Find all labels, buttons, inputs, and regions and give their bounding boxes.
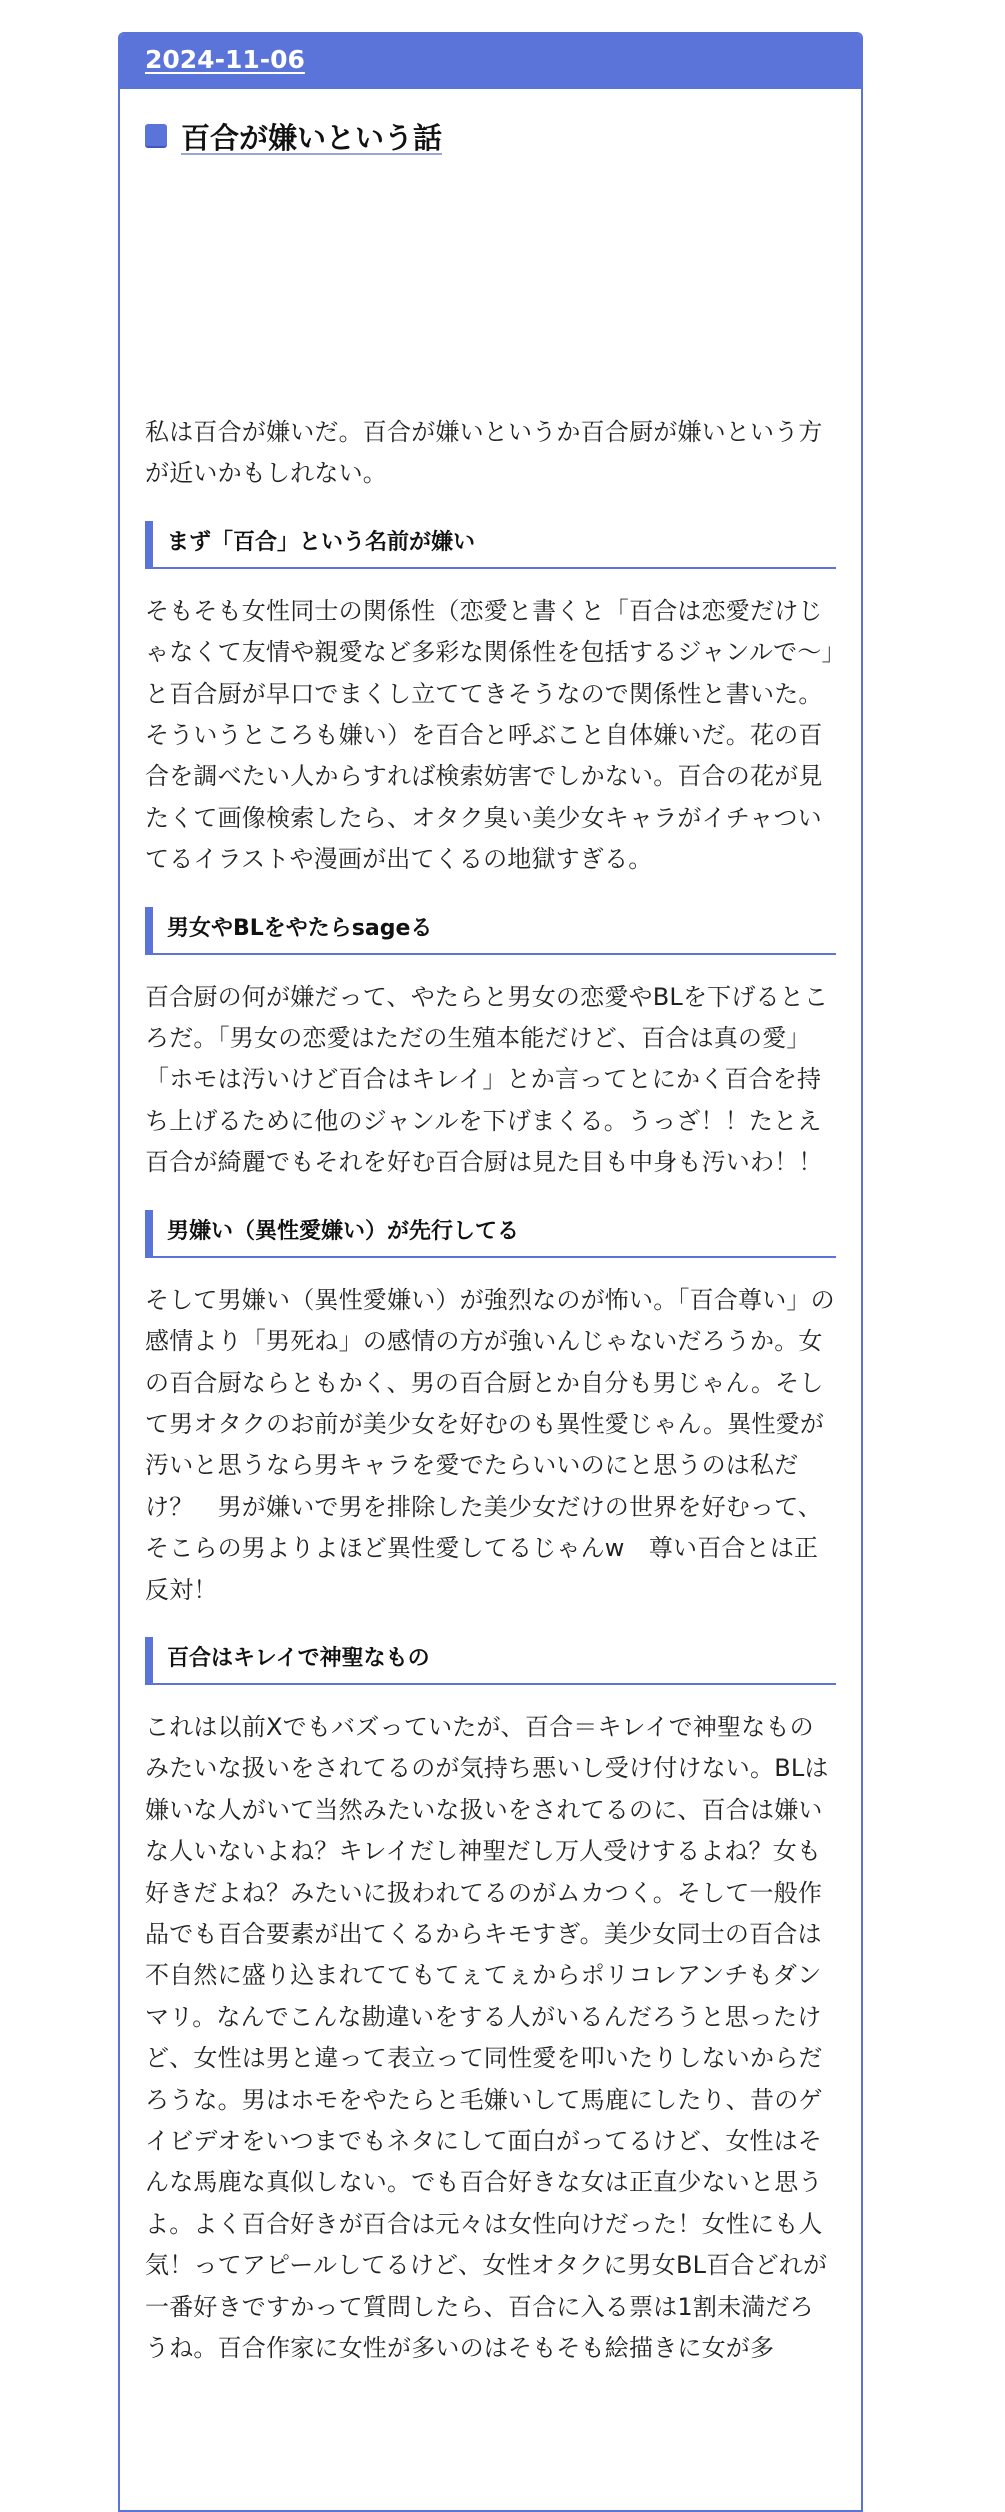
section-paragraph-sage: 百合厨の何が嫌だって、やたらと男女の恋愛やBLを下げるところだ。「男女の恋愛はただの生殖本能だけど、百合は真の愛」「ホモは汚いけど百合はキレイ」とか言ってとにかく百合を持ち上げるために他のジャンルを下げまくる。うっざ！！たとえ百合が綺麗でもそれを好む百合厨は見た目も中身も汚いわ！！	[145, 982, 829, 1177]
entry-content	[120, 116, 861, 2369]
title-square-icon	[145, 124, 167, 148]
entry-title-row	[145, 116, 836, 156]
section-heading-sacred: 百合はキレイで神聖なもの	[145, 1637, 836, 1685]
section-paragraph-sacred: これは以前Xでもバズっていたが、百合＝キレイで神聖なものみたいな扱いをされてるのが気持ち悪いし受け付けない。BLは嫌いな人がいて当然みたいな扱いをされてるのに、百合は嫌いな人いないよね？キレイだし神聖だし万人受けするよね？女も好きだよね？みたいに扱われてるのがムカつく。そして一般作品でも百合要素が出てくるからキモすぎ。美少女同士の百合は不自然に盛り込まれててもてぇてぇからポリコレアンチもダンマリ。なんでこんな勘違いをする人がいるんだろうと思ったけど、女性は男と違って表立って同性愛を叩いたりしないからだろうな。男はホモをやたらと毛嫌いして馬鹿にしたり、昔のゲイビデオをいつまでもネタにして面白がってるけど、女性はそんな馬鹿な真似しない。でも百合好きな女は正直少ないと思うよ。よく百合好きが百合は元々は女性向けだった！女性にも人気！ってアピールしてるけど、女性オタクに男女BL百合どれが一番好きですかって質問したら、百合に入る票は1割未満だろうね。百合作家に女性が多いのはそもそも絵描きに女が多	[145, 1712, 829, 2363]
blank-space	[145, 156, 836, 412]
blog-entry-card	[118, 32, 863, 2512]
entry-title-link[interactable]: 百合が嫌いという話	[181, 120, 443, 155]
intro-paragraph: 私は百合が嫌いだ。百合が嫌いというか百合厨が嫌いという方が近いかもしれない。	[145, 418, 823, 488]
section-paragraph-misandry: そして男嫌い（異性愛嫌い）が強烈なのが怖い。「百合尊い」の感情より「男死ね」の感情の方が強いんじゃないだろうか。女の百合厨ならともかく、男の百合厨とか自分も男じゃん。そして男オタクのお前が美少女を好むのも異性愛じゃん。異性愛が汚いと思うなら男キャラを愛でたらいいのにと思うのは私だけ？ 男が嫌いで男を排除した美少女だけの世界を好むって、そこらの男よりよほど異性愛してるじゃんw 尊い百合とは正反対！	[145, 1285, 835, 1604]
section-heading-name: まず「百合」という名前が嫌い	[145, 521, 836, 569]
entry-date-header	[120, 34, 861, 89]
section-paragraph-name: そもそも女性同士の関係性（恋愛と書くと「百合は恋愛だけじゃなくて友情や親愛など多彩な関係性を包括するジャンルで〜」と百合厨が早口でまくし立ててきそうなので関係性と書いた。そういうところも嫌い）を百合と呼ぶこと自体嫌いだ。花の百合を調べたい人からすれば検索妨害でしかない。百合の花が見たくて画像検索したら、オタク臭い美少女キャラがイチャついてるイラストや漫画が出てくるの地獄すぎる。	[145, 596, 834, 874]
entry-date-link[interactable]: 2024-11-06	[145, 45, 305, 74]
section-heading-sage: 男女やBLをやたらsageる	[145, 907, 836, 955]
section-heading-misandry: 男嫌い（異性愛嫌い）が先行してる	[145, 1210, 836, 1258]
